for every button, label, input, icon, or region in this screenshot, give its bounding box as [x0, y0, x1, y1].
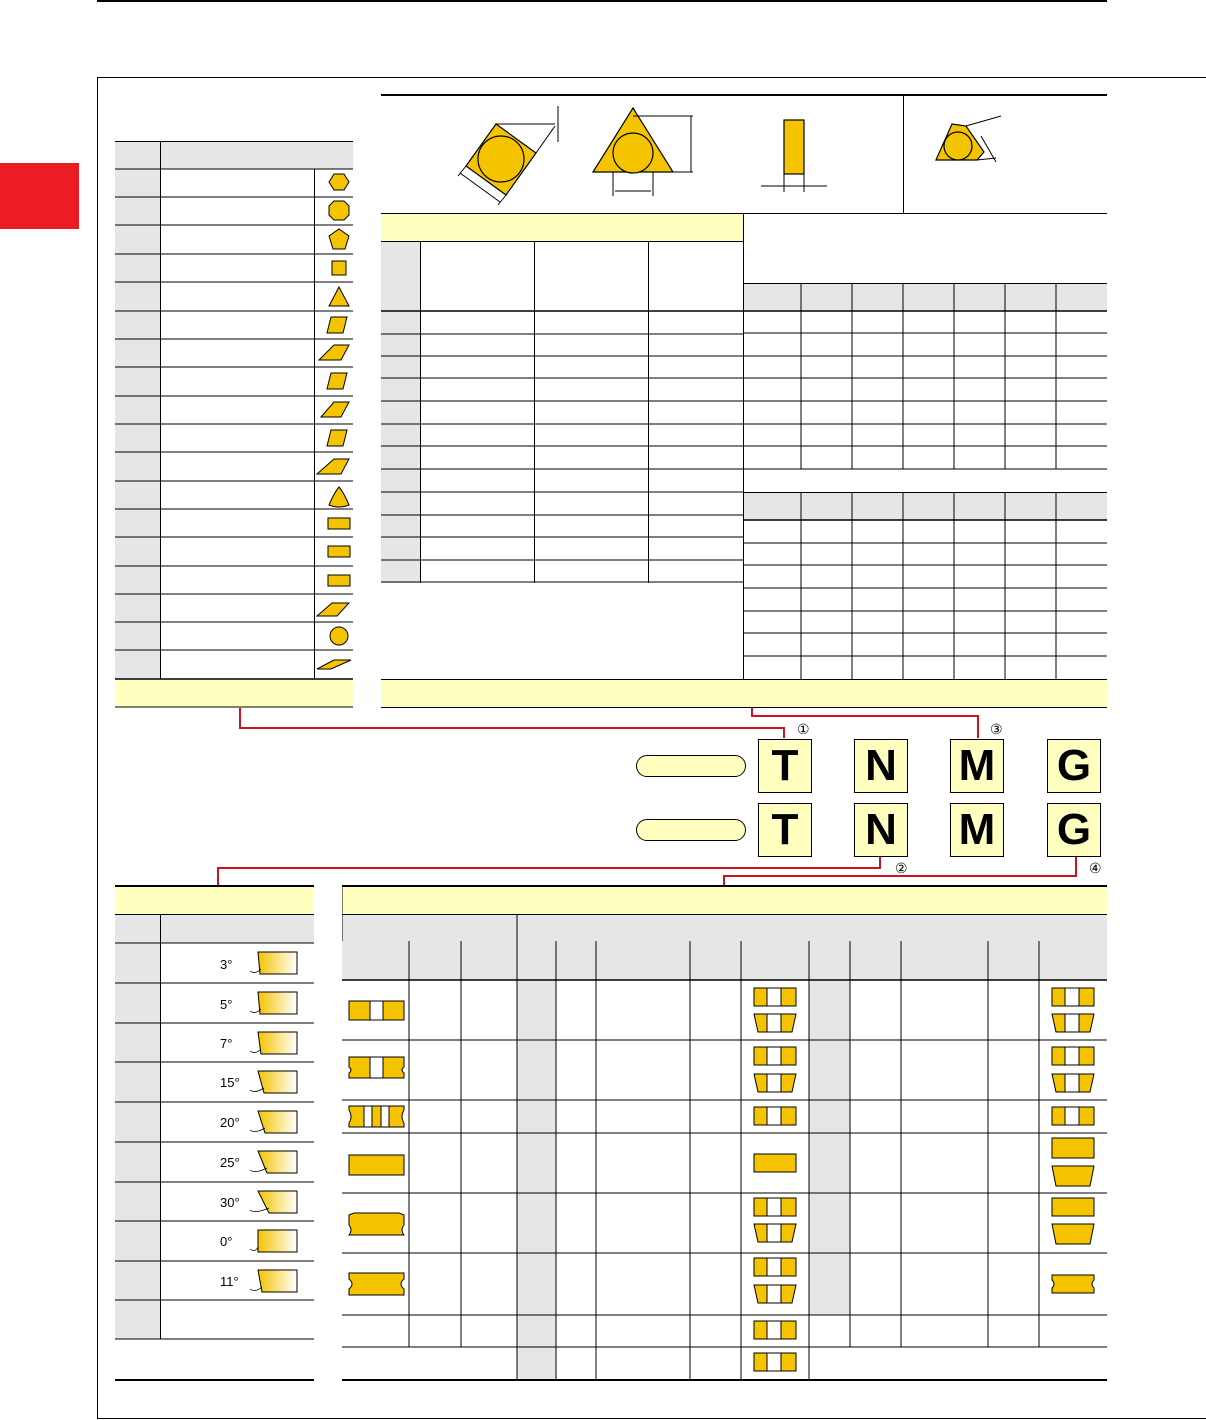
tolerance-table	[381, 213, 744, 583]
angle-11: 11°	[220, 1274, 239, 1289]
insert-dimension-diagrams	[381, 96, 1107, 214]
connector-lines	[0, 700, 1206, 890]
section-tab	[0, 163, 79, 229]
code-letter-clearance-2: N	[854, 803, 908, 857]
shape-table	[115, 141, 353, 708]
top-rule	[97, 0, 1107, 2]
code-letter-shape: T	[758, 739, 812, 793]
angle-5: 5°	[220, 997, 233, 1012]
clearance-table	[115, 885, 314, 1382]
code-label-pill-2	[636, 819, 746, 841]
shape-rows	[115, 141, 353, 708]
marker-3: ③	[990, 721, 1003, 737]
code-letter-tolerance: M	[950, 739, 1004, 793]
code-label-pill-1	[636, 755, 746, 777]
marker-1: ①	[797, 721, 810, 737]
code-letter-tolerance-2: M	[950, 803, 1004, 857]
angle-7: 7°	[220, 1036, 233, 1051]
insert-type-table	[342, 885, 1107, 1382]
angle-20: 20°	[220, 1115, 240, 1130]
code-letter-clearance: N	[854, 739, 908, 793]
code-letter-shape-2: T	[758, 803, 812, 857]
marker-4: ④	[1089, 860, 1102, 876]
marker-2: ②	[895, 860, 908, 876]
angle-0: 0°	[220, 1234, 233, 1249]
angle-15: 15°	[220, 1075, 240, 1090]
code-letter-type: G	[1047, 739, 1101, 793]
code-letter-type-2: G	[1047, 803, 1101, 857]
angle-30: 30°	[220, 1195, 240, 1210]
angle-25: 25°	[220, 1155, 240, 1170]
angle-3: 3°	[220, 957, 233, 972]
dimension-tables	[744, 213, 1107, 680]
